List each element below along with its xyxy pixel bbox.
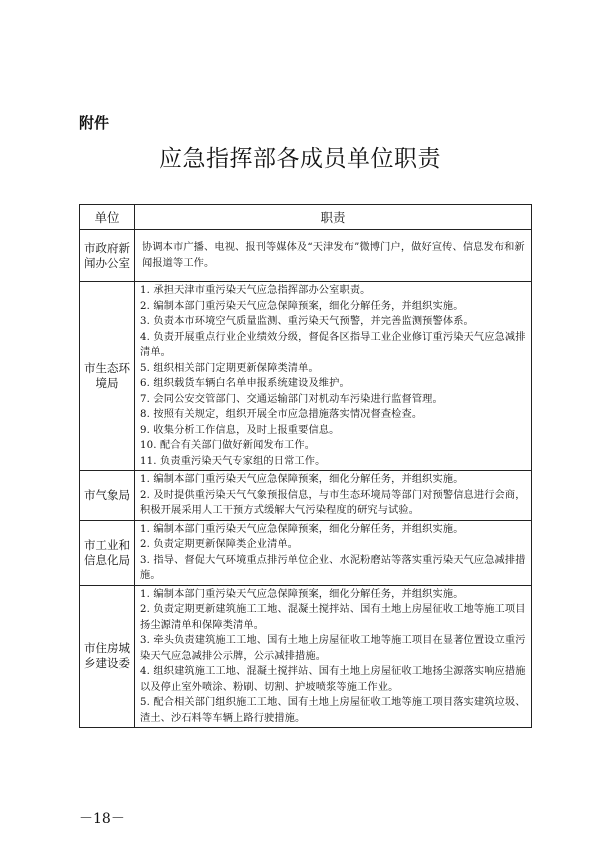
- header-unit: 单位: [80, 205, 135, 230]
- table-row: [80, 282, 532, 471]
- duty-cell: [135, 471, 532, 521]
- duty-item: 1. 编制本部门重污染天气应急保障预案，细化分解任务，并组织实施。: [140, 588, 464, 600]
- page-title: 应急指挥部各成员单位职责: [159, 146, 441, 172]
- duty-item: 4. 组织建筑施工工地、混凝土搅拌站、国有土地上房屋征收工地扬尘源落实响应措施以及停止室外喷涂、粉刷、切割、护坡喷浆等施工作业。: [140, 666, 526, 693]
- duty-cell: [135, 282, 532, 471]
- duty-cell: [135, 520, 532, 585]
- unit-cell: 市气象局: [80, 471, 135, 521]
- unit-cell: 市生态环境局: [80, 282, 135, 471]
- duty-item: 1. 编制本部门重污染天气应急保障预案，细化分解任务，并组织实施。: [140, 474, 464, 485]
- duty-item: 协调本市广播、电视、报刊等媒体及“天津发布”微博门户，做好宣传、信息发布和新闻报道等工作。: [142, 242, 525, 269]
- duty-item: 3. 牵头负责建筑施工工地、国有土地上房屋征收工地等施工项目在显著位置设立重污染天气应急减排公示牌，公示减排措施。: [140, 635, 526, 662]
- duty-item: 8. 按照有关规定，组织开展全市应急措施落实情况督查检查。: [140, 409, 423, 420]
- duties-table: [79, 204, 532, 728]
- table-row: [80, 520, 532, 585]
- duty-item: 4. 负责开展重点行业企业绩效分级，督促各区指导工业企业修订重污染天气应急减排清单。: [140, 331, 526, 358]
- duty-item: 9. 收集分析工作信息，及时上报重要信息。: [140, 424, 340, 436]
- duty-item: 5. 配合相关部门组织施工工地、国有土地上房屋征收工地等施工项目落实建筑垃圾、渣土、沙石料等车辆上路行驶措施。: [140, 697, 526, 724]
- unit-cell: 市政府新闻办公室: [80, 230, 135, 282]
- unit-cell: 市住房城乡建设委: [80, 585, 135, 728]
- duty-cell: [135, 585, 532, 728]
- duty-item: 6. 组织载货车辆白名单申报系统建设及维护。: [140, 378, 350, 389]
- unit-cell: 市工业和信息化局: [80, 520, 135, 585]
- duty-item: 5. 组织相关部门定期更新保障类清单。: [140, 362, 319, 374]
- duty-item: 2. 编制本部门重污染天气应急保障预案，细化分解任务，并组织实施。: [140, 300, 464, 312]
- duty-item: 3. 负责本市环境空气质量监测、重污染天气预警，并完善监测预警体系。: [140, 316, 474, 327]
- duty-item: 2. 负责定期更新保障类企业清单。: [140, 539, 299, 550]
- table-header-row: [80, 205, 532, 230]
- duty-item: 11. 负责重污染天气专家组的日常工作。: [140, 455, 326, 467]
- duty-item: 3. 指导、督促大气环境重点排污单位企业、水泥粉磨站等落实重污染天气应急减排措施。: [140, 554, 526, 581]
- table-row: [80, 230, 532, 282]
- duty-item: 1. 编制本部门重污染天气应急保障预案，细化分解任务，并组织实施。: [140, 523, 464, 535]
- duty-cell: [135, 230, 532, 282]
- duty-item: 7. 会同公安交管部门、交通运输部门对机动车污染进行监督管理。: [140, 393, 443, 405]
- duty-item: 1. 承担天津市重污染天气应急指挥部办公室职责。: [140, 285, 371, 296]
- table-row: [80, 585, 532, 728]
- page-number: －18－: [79, 811, 125, 827]
- header-duties: 职责: [135, 205, 532, 230]
- attachment-label: 附件: [79, 114, 110, 132]
- duty-item: 2. 负责定期更新建筑施工工地、混凝土搅拌站、国有土地上房屋征收工地等施工项目扬尘源清单和保障类清单。: [140, 604, 526, 631]
- duty-item: 2. 及时提供重污染天气气象预报信息，与市生态环境局等部门对预警信息进行会商，积极开展采用人工干预方式缓解大气污染程度的研究与试验。: [140, 489, 526, 516]
- table-row: [80, 471, 532, 521]
- duty-item: 10. 配合有关部门做好新闻发布工作。: [140, 440, 316, 451]
